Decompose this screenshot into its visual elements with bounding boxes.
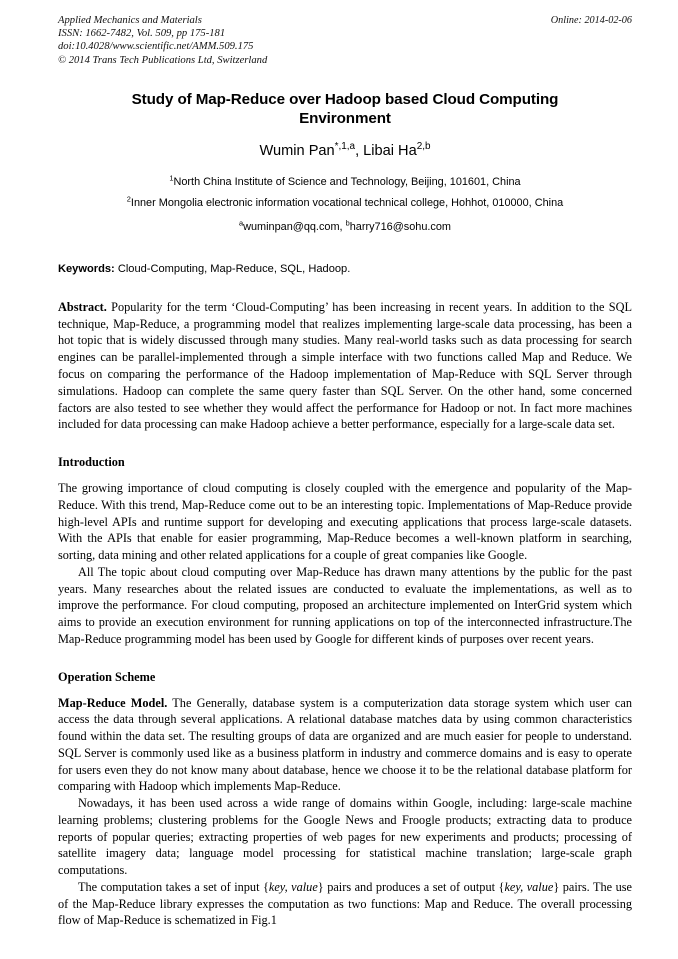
affiliation-2-text: Inner Mongolia electronic information vocational technical college, Hohhot, 010000, China (130, 197, 564, 210)
affiliation-1 (58, 172, 632, 194)
email-1[interactable]: wuminpan@qq.com, (243, 220, 343, 233)
affiliations (58, 172, 632, 215)
email-2[interactable]: harry716@sohu.com (349, 220, 451, 233)
email-2-marker: b (345, 218, 350, 228)
computation-part-3: } pairs. The use of the Map-Reduce library expresses the computation as two functions: Map and Reduce. The overall processing flow of Map-Reduce is schematized in Fig.1 (58, 879, 633, 928)
key-value-italic-1: key, value (268, 879, 318, 894)
operation-scheme-paragraph-2: Nowadays, it has been used across a wide range of domains within Google, including: large-scale machine learning problems; clustering problems for the Google News and Froogle products; extracting data to produce reports of popular queries; extracting properties of web pages for new experiments and products; processing of satellite imagery data; language model processing for statistical machine translation; large-scale graph computations. (58, 796, 632, 878)
section-heading-operation-scheme: Operation Scheme (58, 669, 156, 684)
masthead-journal: Applied Mechanics and Materials (58, 15, 202, 26)
affiliation-1-marker: 1 (169, 173, 174, 183)
author-emails (58, 217, 632, 238)
email-1-marker: a (239, 218, 244, 228)
masthead-doi: doi:10.4028/www.scientific.net/AMM.509.175 (58, 41, 254, 53)
author-1-superscript: *,1,a (334, 140, 356, 152)
abstract-block (58, 299, 632, 433)
introduction-paragraph-1: The growing importance of cloud computing is closely coupled with the emergence and popularity of the Map-Reduce. With this trend, Map-Reduce come out to be an interesting topic. Implementations of Map-Reduce provide high-level APIs and runtime support for developing and executing applications that process large-scale datasets. With the APIs that enable for easier programming, Map-Reduce becomes a well-known platform in searching, sorting, data mining and other related applications for a couple of great companies like Google. (58, 481, 632, 563)
affiliation-2 (58, 193, 632, 215)
author-1-name: Wumin Pan (259, 142, 335, 159)
masthead-online-date: Online: 2014-02-06 (550, 15, 632, 26)
masthead (58, 14, 632, 67)
computation-part-1: The computation takes a set of input { (78, 879, 269, 894)
map-reduce-model-text: The Generally, database system is a computerization data storage system which user can access the data through several applications. A relational database matches data by using common characteristics found within the data set. The resulting groups of data are organized and are much easier for people to understand. SQL Server is commonly used like as a business platform in industry and commerce domains and is easy to operate for users even they do not know many about database, hence we choose it to be the relational database platform for comparing with Hadoop which implements Map-Reduce. (58, 695, 632, 794)
affiliation-1-text: North China Institute of Science and Technology, Beijing, 101601, China (173, 175, 521, 188)
map-reduce-model-paragraph (58, 695, 632, 796)
affiliation-2-marker: 2 (126, 194, 131, 204)
introduction-paragraph-2: All The topic about cloud computing over Map-Reduce has drawn many attentions by the public for the past years. Many researches about the related issues are conducted to evaluate the implementations, as well as to improve the performance. For cloud computing, proposed an architecture implemented on InterGrid system which aims to provide an execution environment for running applications on top of the interconnected infrastructure.The Map-Reduce programming model has been used by Google for different kinds of purposes over recent years. (58, 564, 632, 646)
abstract-label: Abstract. (58, 299, 107, 314)
map-reduce-model-label: Map-Reduce Model. (58, 695, 168, 710)
keywords-label: Keywords: (58, 262, 115, 275)
author-separator: , (355, 142, 364, 159)
operation-scheme-paragraph-3 (58, 879, 632, 929)
abstract-text: Popularity for the term ‘Cloud-Computing’ has been increasing in recent years. In addition to the SQL technique, Map-Reduce, a programming model that realizes implementing large-scale data processing, has been a hot topic that is widely discussed through many studies. Many real-world tasks such as data processing for search engines can be parallel-implemented through a simple interface with two functions called Map and Reduce. We focus on comparing the performance of the Hadoop implementation of Map-Reduce with SQL Server through simulations. Hadoop can complete the same query faster than SQL Server. On the other hand, some concerned factors are also tested to see whether they would affect the performance for Hadoop or not. In fact more machines included for data processing can make Hadoop achieve a better performance, especially for a large-scale data set. (58, 299, 632, 432)
keywords-line (58, 262, 632, 277)
section-heading-introduction: Introduction (58, 455, 125, 470)
computation-part-2: } pairs and produces a set of output { (317, 879, 505, 894)
author-2-superscript: 2,b (416, 140, 431, 152)
author-2-name: Libai Ha (363, 142, 417, 159)
key-value-italic-2: key, value (504, 879, 554, 894)
masthead-copyright: © 2014 Trans Tech Publications Ltd, Switzerland (58, 54, 268, 66)
author-line (58, 142, 632, 161)
masthead-issn: ISSN: 1662-7482, Vol. 509, pp 175-181 (58, 28, 226, 40)
page-title: Study of Map-Reduce over Hadoop based Cloud Computing Environment (131, 90, 559, 128)
keywords-value: Cloud-Computing, Map-Reduce, SQL, Hadoop. (117, 262, 351, 275)
